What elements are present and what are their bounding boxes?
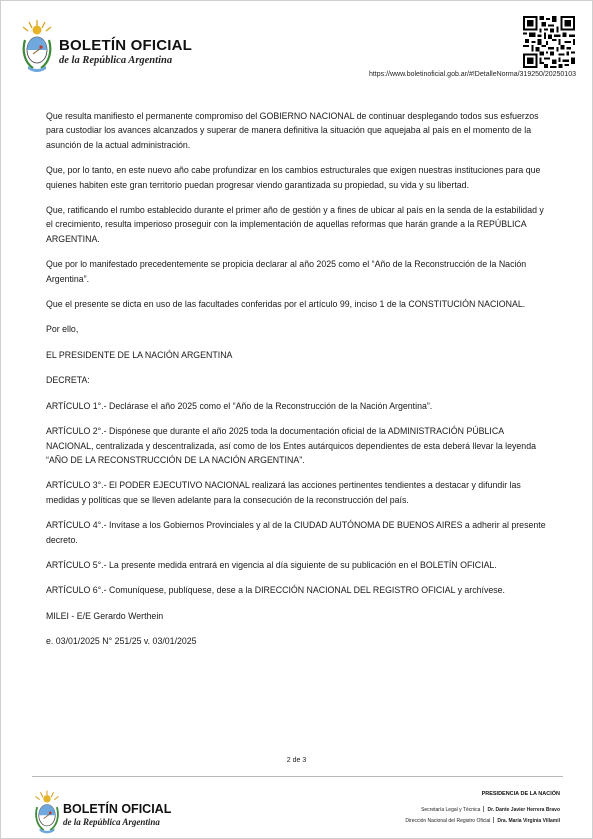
secretaria-row: [421, 806, 560, 813]
signature: MILEI - E/E Gerardo Werthein: [46, 610, 164, 621]
direccion-row: [405, 817, 560, 824]
footer-divider: [32, 776, 563, 777]
footer-brand-title: BOLETÍN OFICIAL: [63, 802, 172, 816]
article: ARTÍCULO 5°.- La presente medida entrará en vigencia al día siguiente de su publicación en el BOLETÍN OFICIAL.: [46, 559, 497, 570]
direccion-name: Dra. María Virginia Villamil: [497, 818, 560, 824]
article: ARTÍCULO 1°.- Declárase el año 2025 como el “Año de la Reconstrucción de la Nación Argentina”.: [46, 400, 433, 411]
publication-reference: e. 03/01/2025 N° 251/25 v. 03/01/2025: [46, 636, 197, 647]
argentina-coat-of-arms-icon: [33, 789, 61, 835]
qr-code-icon[interactable]: [523, 16, 575, 68]
article: ARTÍCULO 2°.- Dispónese que durante el año 2025 toda la documentación oficial de la ADMINISTRACIÓN PÚBLICA NACIONAL, centralizada y descentralizada, así como de los Entes autárquicos dependientes de esta deberá llevar la leyenda “AÑO DE LA RECONSTRUCCIÓN DE LA NACIÓN ARGENTINA”.: [46, 426, 536, 465]
brand-title: BOLETÍN OFICIAL: [59, 37, 192, 54]
paragraph: Que el presente se dicta en uso de las facultades conferidas por el artículo 99, inciso 1 de la CONSTITUCIÓN NACIONAL.: [46, 299, 526, 310]
paragraph: Que resulta manifiesto el permanente compromiso del GOBIERNO NACIONAL de continuar desplegando todos sus esfuerzos para custodiar los avances alcanzados y superar de manera definitiva la situación que aquejaba al país en el momento de la asunción de la actual administración.: [46, 111, 539, 150]
document-header: [0, 0, 593, 90]
decree-heading: DECRETA:: [46, 375, 90, 386]
direccion-label: Dirección Nacional del Registro Oficial: [405, 818, 491, 824]
separator: [483, 806, 484, 812]
presidency-label: PRESIDENCIA DE LA NACIÓN: [481, 791, 560, 797]
secretaria-name: Dr. Dante Javier Herrera Bravo: [487, 807, 560, 813]
separator: [493, 817, 494, 823]
decree-body: [46, 109, 552, 660]
decree-heading: EL PRESIDENTE DE LA NACIÓN ARGENTINA: [46, 349, 233, 360]
paragraph: Por ello,: [46, 324, 79, 335]
article: ARTÍCULO 3°.- El PODER EJECUTIVO NACIONAL realizará las acciones pertinentes tendientes a destacar y difundir las medidas y políticas que se lleven adelante para la consecución de la reconstrucción del país.: [46, 480, 521, 505]
secretaria-label: Secretaría Legal y Técnica: [421, 807, 481, 813]
paragraph: Que, ratificando el rumbo establecido durante el primer año de gestión y a fines de ubicar al país en la senda de la estabilidad y el crecimiento, resulta imperioso proseguir con la implementación de aquellas reformas que harán grande a la REPÚBLICA ARGENTINA.: [46, 205, 544, 244]
argentina-coat-of-arms-icon: [20, 18, 54, 74]
document-url[interactable]: https://www.boletinoficial.gob.ar/#!DetalleNorma/319250/20250103: [368, 71, 576, 78]
brand-subtitle: de la República Argentina: [59, 55, 173, 66]
page-number: 2 de 3: [286, 757, 307, 764]
paragraph: Que por lo manifestado precedentemente se propicia declarar al año 2025 como el “Año de la Reconstrucción de la Nación Argentina”.: [46, 259, 527, 284]
article: ARTÍCULO 4°.- Invítase a los Gobiernos Provinciales y al de la CIUDAD AUTÓNOMA DE BUENOS AIRES a adherir al presente decreto.: [46, 520, 546, 545]
paragraph: Que, por lo tanto, en este nuevo año cabe profundizar en los cambios estructurales que exigen nuestras instituciones para que quienes habiten este gran territorio puedan progresar viendo garantizada su propiedad, su vida y su libertad.: [46, 165, 541, 190]
article: ARTÍCULO 6°.- Comuníquese, publíquese, dese a la DIRECCIÓN NACIONAL DEL REGISTRO OFICIAL y archívese.: [46, 585, 506, 596]
footer-brand-subtitle: de la República Argentina: [63, 817, 160, 827]
